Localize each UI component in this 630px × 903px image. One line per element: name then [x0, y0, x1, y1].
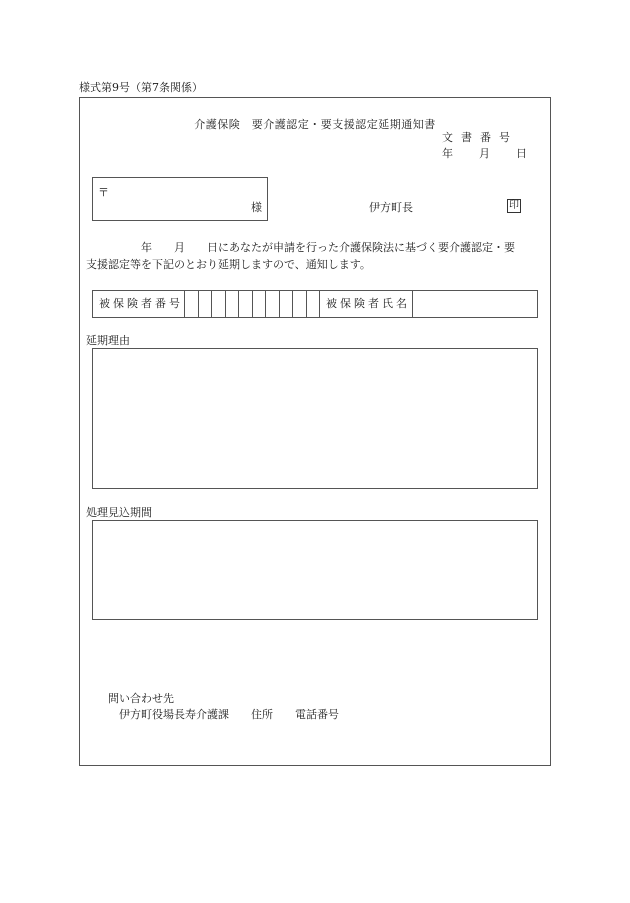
body-text-line-2: 支援認定等を下記のとおり延期しますので、通知します。 [86, 258, 371, 271]
contact-phone-label: 電話番号 [295, 708, 339, 721]
issuer-title: 伊方町長 [369, 201, 413, 214]
contact-department: 伊方町役場長寿介護課 [119, 708, 229, 721]
insured-number-digit[interactable] [293, 291, 307, 317]
document-title: 介護保険 要介護認定・要支援認定延期通知書 [194, 118, 436, 131]
processing-period-box[interactable] [92, 520, 538, 620]
insured-info-table [92, 290, 538, 318]
contact-details [119, 708, 339, 721]
postponement-reason-box[interactable] [92, 348, 538, 489]
processing-period-label: 処理見込期間 [86, 506, 152, 519]
insured-number-digit[interactable] [185, 291, 199, 317]
insured-number-digit[interactable] [212, 291, 226, 317]
insured-number-digit[interactable] [239, 291, 253, 317]
insured-number-digit[interactable] [266, 291, 280, 317]
recipient-honorific: 様 [251, 201, 262, 214]
date-day-label: 日 [516, 147, 527, 160]
contact-label: 問い合わせ先 [108, 692, 174, 705]
postal-mark: 〒 [98, 186, 109, 199]
insured-number-digit[interactable] [199, 291, 213, 317]
recipient-address-box [92, 177, 268, 221]
insured-name-field[interactable] [413, 291, 537, 317]
body-text-line-1: 年 月 日にあなたが申請を行った介護保険法に基づく要介護認定・要 [86, 241, 515, 254]
postponement-reason-label: 延期理由 [86, 334, 130, 347]
insured-number-digit[interactable] [280, 291, 294, 317]
date-month-label: 月 [479, 147, 490, 160]
document-number-label: 文書番号 [442, 131, 518, 144]
date-year-label: 年 [442, 147, 453, 160]
form-number-label: 様式第9号（第7条関係） [79, 81, 203, 94]
insured-number-label: 被保険者番号 [93, 291, 185, 317]
insured-number-digit[interactable] [307, 291, 321, 317]
insured-name-label: 被保険者氏名 [320, 291, 413, 317]
insured-number-digit[interactable] [226, 291, 240, 317]
seal-mark: 印 [509, 200, 519, 211]
issue-date [442, 147, 527, 160]
contact-address-label: 住所 [251, 708, 273, 721]
insured-number-digit[interactable] [253, 291, 267, 317]
